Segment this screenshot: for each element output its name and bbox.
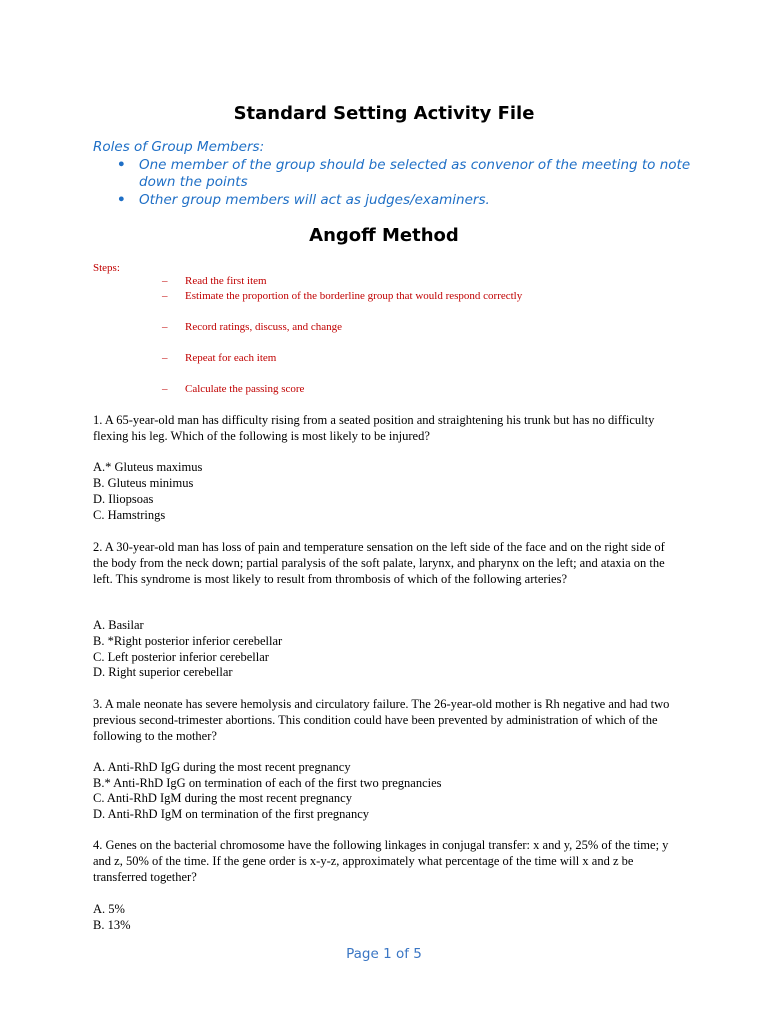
question-stem: 3. A male neonate has severe hemolysis and circulatory failure. The 26-year-old mother is Rh negative and had two previous second-trimester abortions. This condition could have been prevented by administration of which of the following to the mother?	[93, 697, 670, 743]
page-footer: Page 1 of 5	[346, 946, 422, 962]
roles-heading: Roles of Group Members:	[93, 139, 265, 155]
roles-list-item	[93, 192, 693, 210]
answer-option: B. *Right posterior inferior cerebellar	[93, 634, 283, 648]
question-stem: 4. Genes on the bacterial chromosome have the following linkages in conjugal transfer: x and y, 25% of the time; y and z, 50% of the time. If the gene order is x-y-z, approximately what percentage of the time will x and z be transferred together?	[93, 838, 669, 884]
dash-icon: –	[162, 383, 168, 395]
answer-option: A. Anti-RhD IgG during the most recent pregnancy	[93, 760, 351, 774]
answer-option: C. Anti-RhD IgM during the most recent pregnancy	[93, 791, 352, 805]
bullet-icon: •	[117, 156, 126, 173]
step-text: Record ratings, discuss, and change	[185, 321, 343, 333]
answer-option: A.* Gluteus maximus	[93, 460, 203, 474]
dash-icon: –	[162, 275, 168, 287]
dash-icon: –	[162, 352, 168, 364]
step-item	[162, 321, 342, 333]
document-title: Standard Setting Activity File	[233, 103, 535, 124]
roles-item-text: One member of the group should be selected as convenor of the meeting to note down the points	[139, 156, 691, 190]
answer-option: A. 5%	[93, 902, 125, 916]
question-stem: 2. A 30-year-old man has loss of pain and temperature sensation on the left side of the face and on the right side of the body from the neck down; partial paralysis of the soft palate, larynx, and pharynx on the left; and ataxia on the left. This syndrome is most likely to result from thrombosis of which of the following arteries?	[93, 540, 665, 586]
dash-icon: –	[162, 290, 168, 302]
step-item	[162, 383, 304, 395]
method-title: Angoff Method	[309, 225, 459, 246]
step-item	[162, 275, 267, 287]
step-text: Repeat for each item	[185, 352, 277, 364]
answer-option: C. Hamstrings	[93, 508, 166, 522]
roles-list-item	[93, 157, 693, 192]
bullet-icon: •	[117, 191, 126, 208]
answer-option: A. Basilar	[93, 618, 144, 632]
roles-section	[93, 139, 693, 209]
step-text: Read the first item	[185, 275, 267, 287]
step-item	[162, 352, 276, 364]
steps-label: Steps:	[93, 262, 120, 274]
question-stem: 1. A 65-year-old man has difficulty rising from a seated position and straightening his trunk but has no difficulty flexing his leg. Which of the following is most likely to be injured?	[93, 413, 655, 443]
answer-option: D. Right superior cerebellar	[93, 665, 233, 679]
answer-option: B. 13%	[93, 918, 131, 932]
answer-option: D. Anti-RhD IgM on termination of the first pregnancy	[93, 807, 369, 821]
answer-option: B. Gluteus minimus	[93, 476, 194, 490]
roles-item-text: Other group members will act as judges/examiners.	[139, 191, 490, 208]
step-item	[162, 290, 522, 302]
answer-option: C. Left posterior inferior cerebellar	[93, 650, 269, 664]
dash-icon: –	[162, 321, 168, 333]
roles-list	[93, 157, 693, 210]
step-text: Estimate the proportion of the borderline group that would respond correctly	[185, 290, 523, 302]
answer-option: D. Iliopsoas	[93, 492, 154, 506]
answer-option: B.* Anti-RhD IgG on termination of each of the first two pregnancies	[93, 776, 442, 790]
step-text: Calculate the passing score	[185, 383, 305, 395]
